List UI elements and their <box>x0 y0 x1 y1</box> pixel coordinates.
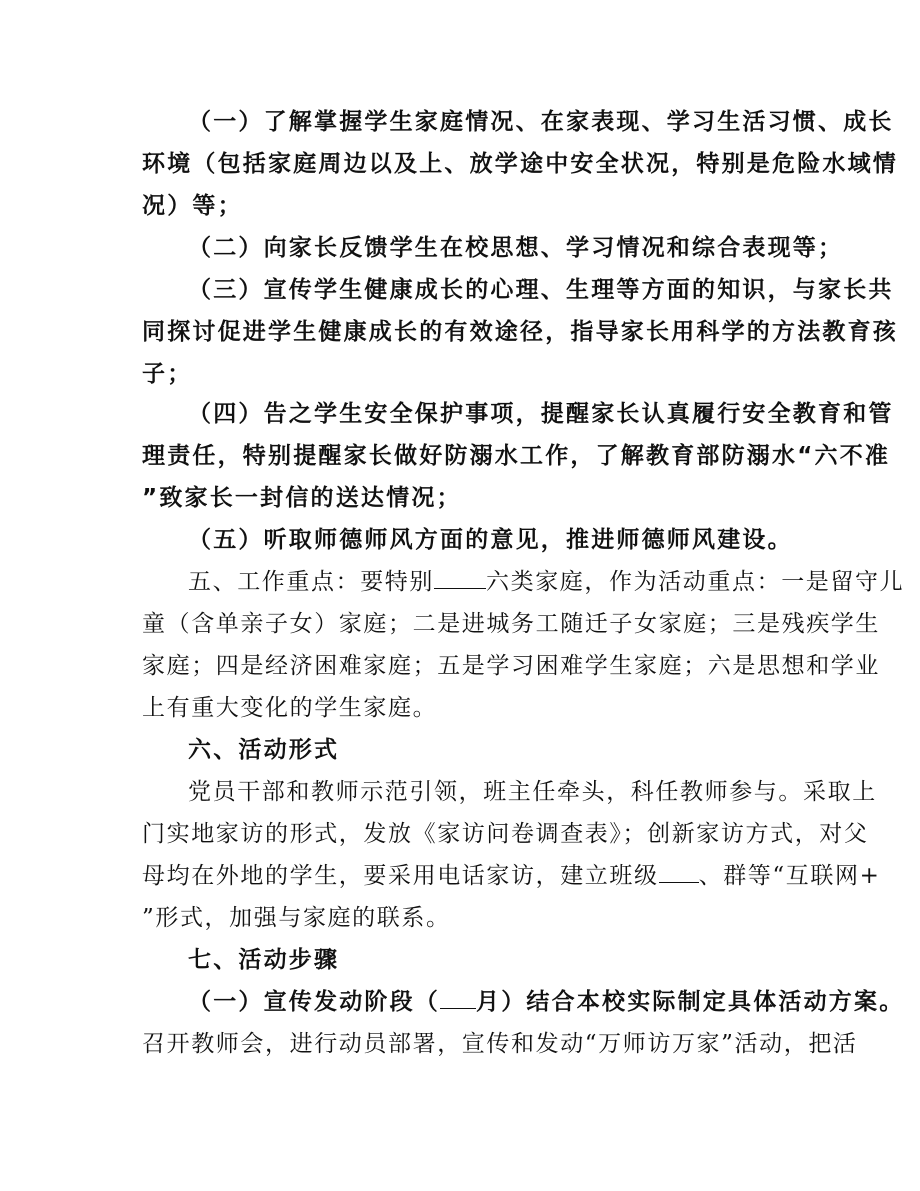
para-6-text-a: 五、工作重点：要特别 <box>188 569 434 595</box>
para-3-line-2: 同探讨促进学生健康成长的有效途径，指导家长用科学的方法教育孩 <box>142 319 898 345</box>
para-6-line-1 <box>188 566 904 598</box>
para-6-text-b: 六类家庭，作为活动重点：一是留守儿 <box>486 569 905 595</box>
para-8-text-a: （一）宣传发动阶段（ <box>188 989 440 1015</box>
para-1-line-1: （一）了解掌握学生家庭情况、在家表现、学习生活习惯、成长 <box>188 109 894 135</box>
para-2-line-1: （二）向家长反馈学生在校思想、学习情况和综合表现等； <box>188 235 844 261</box>
para-6-line-4: 上有重大变化的学生家庭。 <box>142 695 438 721</box>
para-8-line-2: 召开教师会，进行动员部署，宣传和发动“万师访万家”活动，把活 <box>142 1031 858 1057</box>
para-6-line-3: 家庭；四是经济困难家庭；五是学习困难学生家庭；六是思想和学业 <box>142 653 880 679</box>
para-6-line-2: 童（含单亲子女）家庭；二是进城务工随迁子女家庭；三是残疾学生 <box>142 611 880 637</box>
fill-blank <box>434 570 486 589</box>
fill-blank <box>440 990 476 1009</box>
para-7-line-1: 党员干部和教师示范引领，班主任牵头，科任教师参与。采取上 <box>188 779 877 805</box>
para-8-line-1 <box>188 986 904 1018</box>
para-3-line-3: 子； <box>142 361 193 387</box>
para-8-text-b: 月）结合本校实际制定具体活动方案。 <box>476 989 905 1015</box>
para-1-line-2: 环境（包括家庭周边以及上、放学途中安全状况，特别是危险水域情 <box>142 151 898 177</box>
para-7-line-2: 门实地家访的形式，发放《家访问卷调查表》；创新家访方式，对父 <box>142 821 869 847</box>
para-7-line-3 <box>142 860 880 892</box>
para-1-line-3: 况）等； <box>142 193 243 219</box>
para-5-line-1: （五）听取师德师风方面的意见，推进师德师风建设。 <box>188 527 793 553</box>
para-4-line-3: ”致家长一封信的送达情况； <box>142 485 462 511</box>
para-4-line-1: （四）告之学生安全保护事项，提醒家长认真履行安全教育和管 <box>188 401 894 427</box>
para-4-line-2: 理责任，特别提醒家长做好防溺水工作，了解教育部防溺水“六不准 <box>142 443 891 469</box>
para-7-text-b: 、群等“互联网+ <box>698 863 881 889</box>
para-7-line-4: ”形式，加强与家庭的联系。 <box>142 905 451 931</box>
section-heading-7: 七、活动步骤 <box>188 947 340 973</box>
fill-blank <box>659 864 699 883</box>
section-heading-6: 六、活动形式 <box>188 737 340 763</box>
para-7-text-a: 母均在外地的学生，要采用电话家访，建立班级 <box>142 863 659 889</box>
para-3-line-1: （三）宣传学生健康成长的心理、生理等方面的知识，与家长共 <box>188 277 894 303</box>
